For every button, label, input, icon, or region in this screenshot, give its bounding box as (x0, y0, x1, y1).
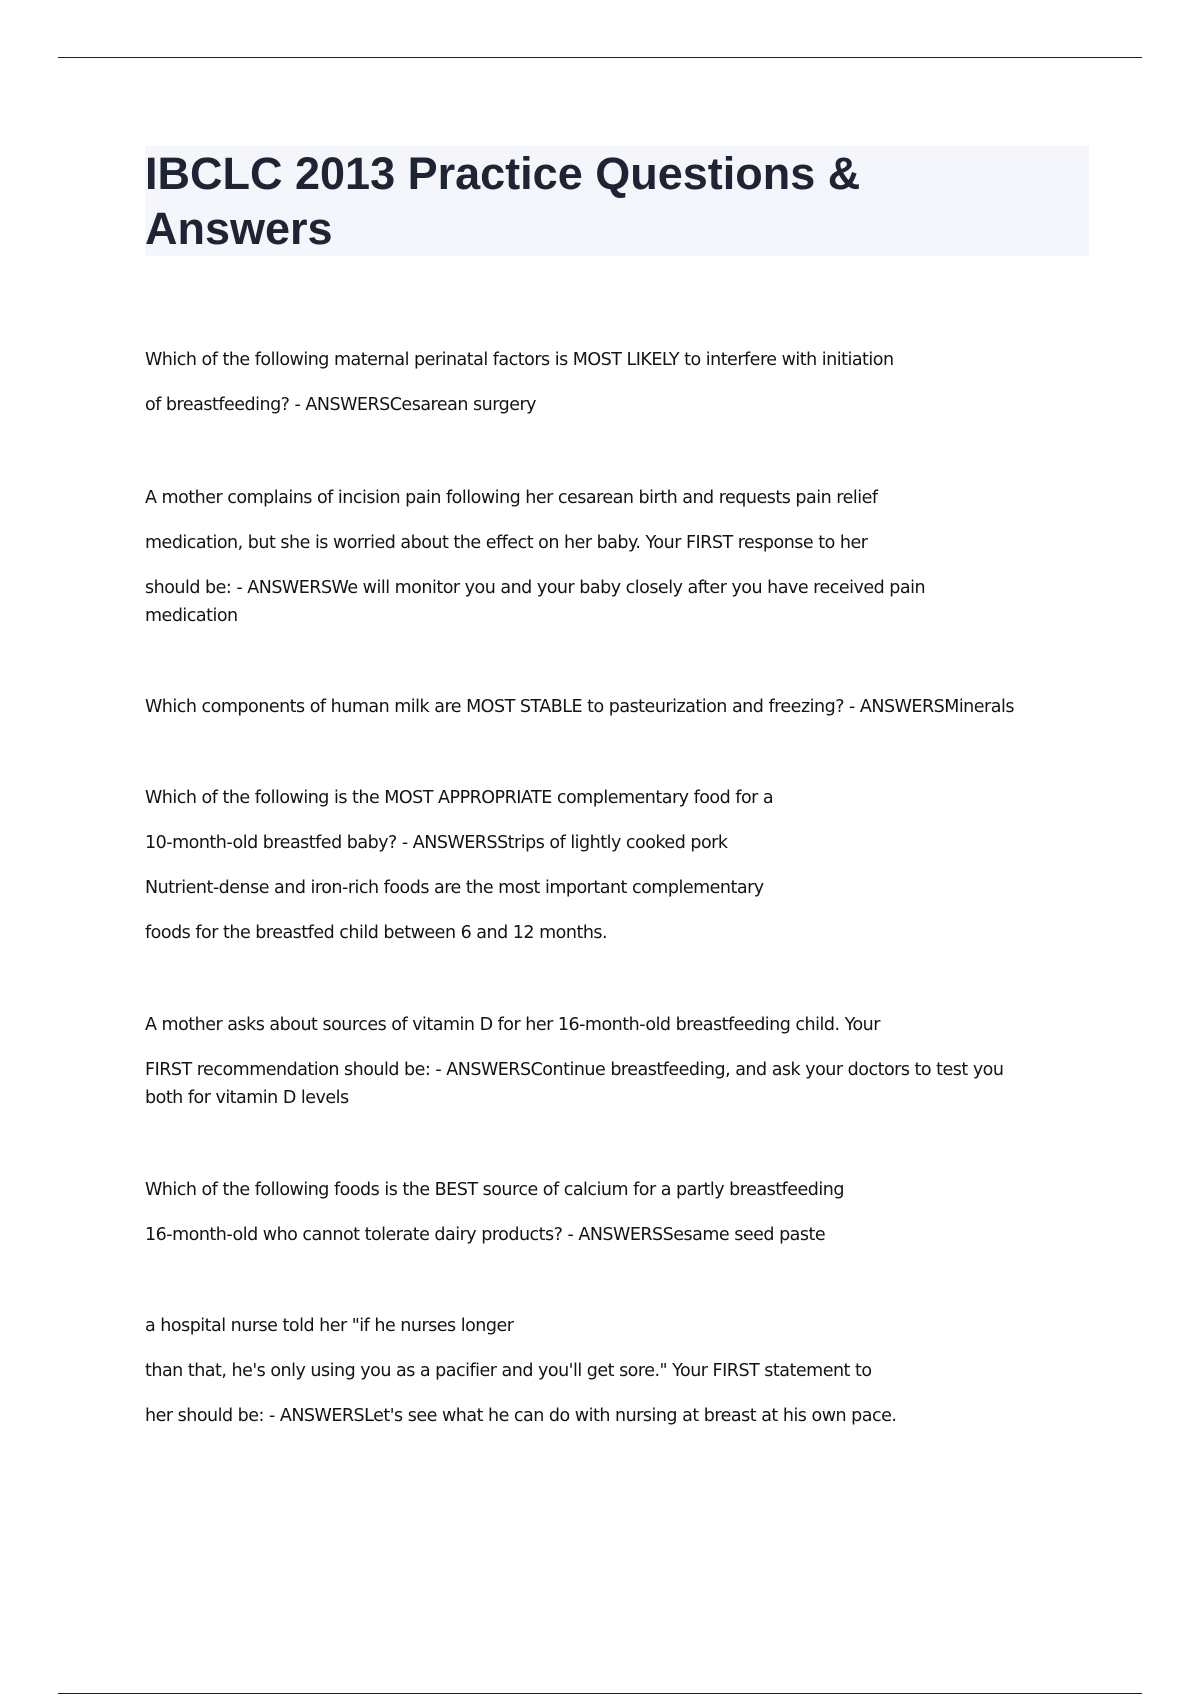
qa-line: medication, but she is worried about the effect on her baby. Your FIRST response to her (145, 533, 868, 553)
qa-line: medication (145, 606, 238, 626)
qa-line: should be: - ANSWERSWe will monitor you and your baby closely after you have received pain (145, 578, 926, 598)
qa-block-4 (145, 789, 1105, 942)
qa-line: her should be: - ANSWERSLet's see what he can do with nursing at breast at his own pace. (145, 1406, 897, 1426)
qa-line: Which of the following is the MOST APPROPRIATE complementary food for a (145, 788, 774, 808)
qa-line: 16-month-old who cannot tolerate dairy products? - ANSWERSSesame seed paste (145, 1225, 826, 1245)
qa-block-2 (145, 489, 1105, 625)
qa-line: a hospital nurse told her "if he nurses longer (145, 1316, 514, 1336)
bottom-rule (58, 1693, 1142, 1694)
qa-block-6 (145, 1181, 1105, 1244)
qa-line: FIRST recommendation should be: - ANSWERSContinue breastfeeding, and ask your doctors to test you (145, 1060, 1004, 1080)
document-title-line-2: Answers (145, 203, 333, 254)
qa-block-1 (145, 351, 1105, 414)
document-title-line-1: IBCLC 2013 Practice Questions & (145, 148, 861, 199)
qa-line: 10-month-old breastfed baby? - ANSWERSStrips of lightly cooked pork (145, 833, 728, 853)
qa-line: Which components of human milk are MOST STABLE to pasteurization and freezing? - ANSWERSMinerals (145, 697, 1014, 717)
top-rule (58, 57, 1142, 58)
document-title (145, 146, 1089, 256)
qa-line: than that, he's only using you as a pacifier and you'll get sore." Your FIRST statement to (145, 1361, 872, 1381)
qa-line: Nutrient-dense and iron-rich foods are the most important complementary (145, 878, 764, 898)
qa-block-7 (145, 1317, 1105, 1425)
qa-line: Which of the following maternal perinatal factors is MOST LIKELY to interfere with initiation (145, 350, 894, 370)
title-banner (145, 146, 1089, 256)
qa-block-3 (145, 698, 1105, 716)
qa-line: foods for the breastfed child between 6 and 12 months. (145, 923, 608, 943)
qa-line: of breastfeeding? - ANSWERSCesarean surgery (145, 395, 537, 415)
qa-line: both for vitamin D levels (145, 1088, 349, 1108)
qa-block-5 (145, 1016, 1105, 1107)
qa-line: A mother asks about sources of vitamin D for her 16-month-old breastfeeding child. Your (145, 1015, 880, 1035)
qa-line: Which of the following foods is the BEST source of calcium for a partly breastfeeding (145, 1180, 844, 1200)
qa-line: A mother complains of incision pain following her cesarean birth and requests pain relief (145, 488, 878, 508)
